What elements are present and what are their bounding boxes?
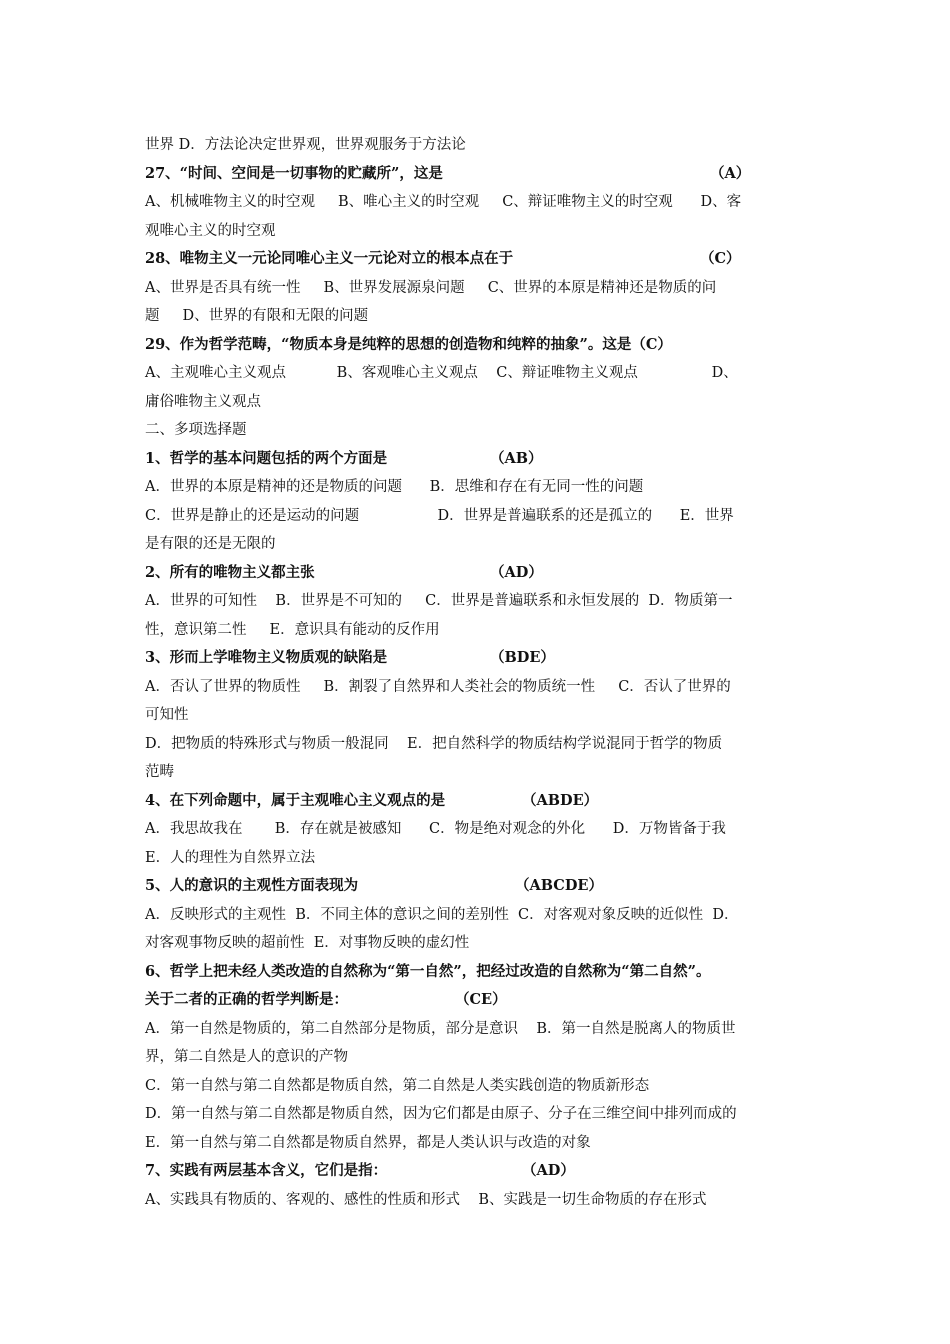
answer-key: （A） (710, 164, 751, 182)
text-line (145, 131, 811, 160)
line-text: D．把物质的特殊形式与物质一般混同 E．把自然科学的物质结构学说混同于哲学的物质 (145, 735, 723, 752)
line-text: A．第一自然是物质的，第二自然部分是物质，部分是意识 B．第一自然是脱离人的物质世 (145, 1020, 736, 1037)
question-line (145, 445, 811, 474)
answer-key: （AD） (522, 1162, 575, 1179)
answer-key: （AB） (490, 449, 543, 467)
line-text: 庸俗唯物主义观点 (145, 393, 261, 410)
text-line (145, 416, 811, 445)
question-line (145, 958, 811, 987)
question-line (145, 331, 811, 360)
line-text: 6、哲学上把未经人类改造的自然称为“第一自然”，把经过改造的自然称为“第二自然”。 (145, 962, 711, 980)
text-line (145, 673, 811, 702)
text-line (145, 901, 811, 930)
text-line (145, 502, 811, 531)
text-line (145, 1072, 811, 1101)
answer-key: （CE） (455, 991, 507, 1008)
line-text: 二、多项选择题 (145, 422, 247, 438)
line-text: A、机械唯物主义的时空观 B、唯心主义的时空观 C、辩证唯物主义的时空观 D、客 (145, 194, 742, 210)
text-line (145, 1129, 811, 1158)
text-line (145, 587, 811, 616)
text-line (145, 359, 811, 388)
line-text: A、实践具有物质的、客观的、感性的性质和形式 B、实践是一切生命物质的存在形式 (145, 1191, 707, 1208)
text-line (145, 1186, 811, 1215)
text-line (145, 815, 811, 844)
text-line (145, 530, 811, 559)
text-line (145, 217, 811, 246)
line-text: 观唯心主义的时空观 (145, 222, 276, 239)
text-line (145, 388, 811, 417)
line-text: 关于二者的正确的哲学判断是： (145, 991, 348, 1008)
document-page (145, 131, 811, 1214)
answer-key: （ABDE） (522, 791, 599, 809)
line-text: A．世界的本原是精神的还是物质的问题 B．思维和存在有无同一性的问题 (145, 479, 644, 495)
question-line (145, 644, 811, 673)
line-text: A、主观唯心主义观点 B、客观唯心主义观点 C、辩证唯物主义观点 D、 (145, 365, 738, 381)
line-text: E．第一自然与第二自然都是物质自然界，都是人类认识与改造的对象 (145, 1134, 591, 1151)
text-line (145, 1015, 811, 1044)
text-line (145, 616, 811, 645)
text-line (145, 188, 811, 217)
text-line (145, 929, 811, 958)
line-text: 3、形而上学唯物主义物质观的缺陷是 (145, 649, 388, 666)
line-text: A、世界是否具有统一性 B、世界发展源泉问题 C、世界的本原是精神还是物质的问 (145, 279, 717, 296)
text-line (145, 1100, 811, 1129)
line-text: 7、实践有两层基本含义，它们是指： (145, 1162, 388, 1179)
question-line (145, 245, 811, 274)
line-text: 可知性 (145, 707, 189, 723)
answer-key: （C） (700, 250, 741, 267)
text-line (145, 701, 811, 730)
text-line (145, 302, 811, 331)
line-text: 4、在下列命题中，属于主观唯心主义观点的是 (145, 791, 446, 809)
line-text: C．世界是静止的还是运动的问题 D．世界是普遍联系的还是孤立的 E．世界 (145, 507, 734, 524)
text-line (145, 274, 811, 303)
line-text: 范畴 (145, 764, 174, 780)
text-line (145, 758, 811, 787)
answer-key: （AD） (490, 563, 543, 581)
question-line (145, 559, 811, 588)
question-line (145, 787, 811, 816)
question-line (145, 160, 811, 189)
line-text: 是有限的还是无限的 (145, 536, 276, 552)
text-line (145, 844, 811, 873)
question-line (145, 986, 811, 1015)
line-text: 1、哲学的基本问题包括的两个方面是 (145, 449, 388, 467)
line-text: A．世界的可知性 B．世界是不可知的 C．世界是普遍联系和永恒发展的 D．物质第一 (145, 593, 733, 609)
line-text: A．反映形式的主观性 B．不同主体的意识之间的差别性 C．对客观对象反映的近似性 D． (145, 906, 739, 923)
question-line (145, 1157, 811, 1186)
line-text: 性，意识第二性 E．意识具有能动的反作用 (145, 621, 440, 638)
line-text: 对客观事物反映的超前性 E．对事物反映的虚幻性 (145, 935, 470, 951)
line-text: C．第一自然与第二自然都是物质自然，第二自然是人类实践创造的物质新形态 (145, 1077, 650, 1094)
answer-key: （BDE） (490, 649, 555, 666)
line-text: 2、所有的唯物主义都主张 (145, 563, 315, 581)
line-text: 界，第二自然是人的意识的产物 (145, 1049, 348, 1065)
line-text: A．否认了世界的物质性 B．割裂了自然界和人类社会的物质统一性 C．否认了世界的 (145, 678, 731, 695)
line-text: 题 D、世界的有限和无限的问题 (145, 308, 369, 324)
line-text: 世界 D．方法论决定世界观，世界观服务于方法论 (145, 137, 466, 153)
line-text: 28、唯物主义一元论同唯心主义一元论对立的根本点在于 (145, 250, 514, 267)
answer-key: （ABCDE） (515, 877, 603, 894)
text-line (145, 730, 811, 759)
line-text: E．人的理性为自然界立法 (145, 849, 316, 866)
question-line (145, 872, 811, 901)
line-text: A．我思故我在 B．存在就是被感知 C．物是绝对观念的外化 D．万物皆备于我 (145, 821, 726, 837)
line-text: 5、人的意识的主观性方面表现为 (145, 877, 359, 894)
text-line (145, 1043, 811, 1072)
line-text: D．第一自然与第二自然都是物质自然，因为它们都是由原子、分子在三维空间中排列而成的 (145, 1106, 737, 1122)
line-text: 27、“时间、空间是一切事物的贮藏所”，这是 (145, 164, 443, 182)
text-line (145, 473, 811, 502)
line-text: 29、作为哲学范畴，“物质本身是纯粹的思想的创造物和纯粹的抽象”。这是（C） (145, 335, 672, 353)
